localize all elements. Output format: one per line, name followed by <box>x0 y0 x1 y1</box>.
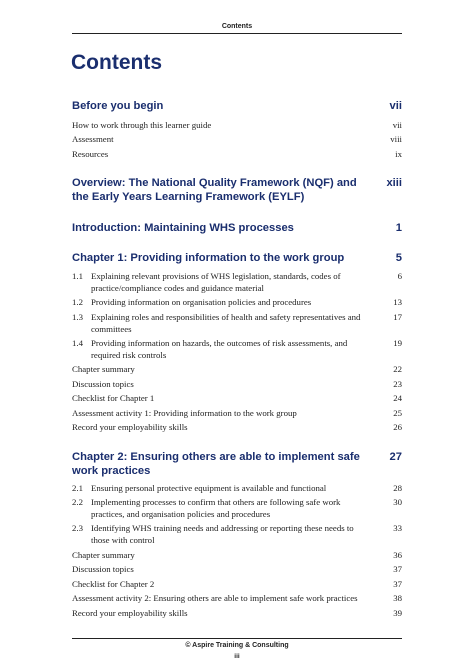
toc-entry[interactable]: 2.2 Implementing processes to confirm that others are following safe work practices, and organisation policies and procedures 30 <box>72 497 402 519</box>
toc-section-chapter-2[interactable] <box>72 451 402 478</box>
toc-section-before-you-begin[interactable] <box>72 100 402 114</box>
toc-section-title: Overview: The National Quality Framework (NQF) and the Early Years Learning Framework (EYLF) <box>72 177 357 203</box>
toc-entry[interactable]: 2.1 Ensuring personal protective equipment is available and functional 28 <box>72 483 402 493</box>
toc-entry[interactable]: 1.2 Providing information on organisation policies and procedures 13 <box>72 297 402 307</box>
toc-entry[interactable]: Checklist for Chapter 2 37 <box>72 579 402 589</box>
toc-page-number: 5 <box>395 252 402 264</box>
toc-entry[interactable]: Assessment activity 1: Providing information to the work group 25 <box>72 408 402 418</box>
toc-entry[interactable]: Record your employability skills 26 <box>72 422 402 432</box>
toc-entry[interactable]: Assessment activity 2: Ensuring others are able to implement safe work practices 38 <box>72 593 402 603</box>
toc-entry[interactable]: Assessment viii <box>72 134 402 144</box>
toc-page-number: xiii <box>386 177 402 189</box>
toc-entry[interactable]: Checklist for Chapter 1 24 <box>72 393 402 403</box>
toc-page-number: 27 <box>389 451 402 463</box>
toc-entry[interactable]: Record your employability skills 39 <box>72 608 402 618</box>
toc-section-introduction[interactable] <box>72 222 402 236</box>
toc-entry[interactable]: Discussion topics 23 <box>72 379 402 389</box>
footer-divider <box>72 638 402 639</box>
toc-entry[interactable]: 1.3 Explaining roles and responsibilities of health and safety representatives and committees 17 <box>72 312 402 334</box>
page-title: Contents <box>71 51 162 74</box>
toc-section-title: Before you begin <box>72 100 164 112</box>
toc-entry[interactable]: Chapter summary 22 <box>72 364 402 374</box>
toc-entry[interactable]: Chapter summary 36 <box>72 550 402 560</box>
header-divider <box>72 33 402 34</box>
toc-section-chapter-1[interactable] <box>72 252 402 266</box>
running-header: Contents <box>221 23 253 30</box>
toc-entry[interactable]: 2.3 Identifying WHS training needs and addressing or reporting these needs to those with control 33 <box>72 523 402 545</box>
toc-section-title: Chapter 2: Ensuring others are able to implement safe work practices <box>72 451 360 477</box>
toc-entry[interactable]: 1.4 Providing information on hazards, the outcomes of risk assessments, and required risk controls 19 <box>72 338 402 360</box>
toc-section-title: Introduction: Maintaining WHS processes <box>72 222 294 234</box>
toc-entry[interactable]: 1.1 Explaining relevant provisions of WHS legislation, standards, codes of practice/compliance codes and guidance material 6 <box>72 271 402 293</box>
toc-section-title: Chapter 1: Providing information to the work group <box>72 252 345 264</box>
toc-page-number: 1 <box>395 222 402 234</box>
toc-entry[interactable]: How to work through this learner guide vii <box>72 120 402 130</box>
toc-section-overview[interactable] <box>72 177 402 204</box>
footer-copyright: © Aspire Training & Consulting <box>185 642 289 649</box>
toc-page-number: vii <box>389 100 402 112</box>
toc-entry[interactable]: Discussion topics 37 <box>72 564 402 574</box>
toc-entry[interactable]: Resources ix <box>72 149 402 159</box>
page-number: iii <box>234 653 240 660</box>
